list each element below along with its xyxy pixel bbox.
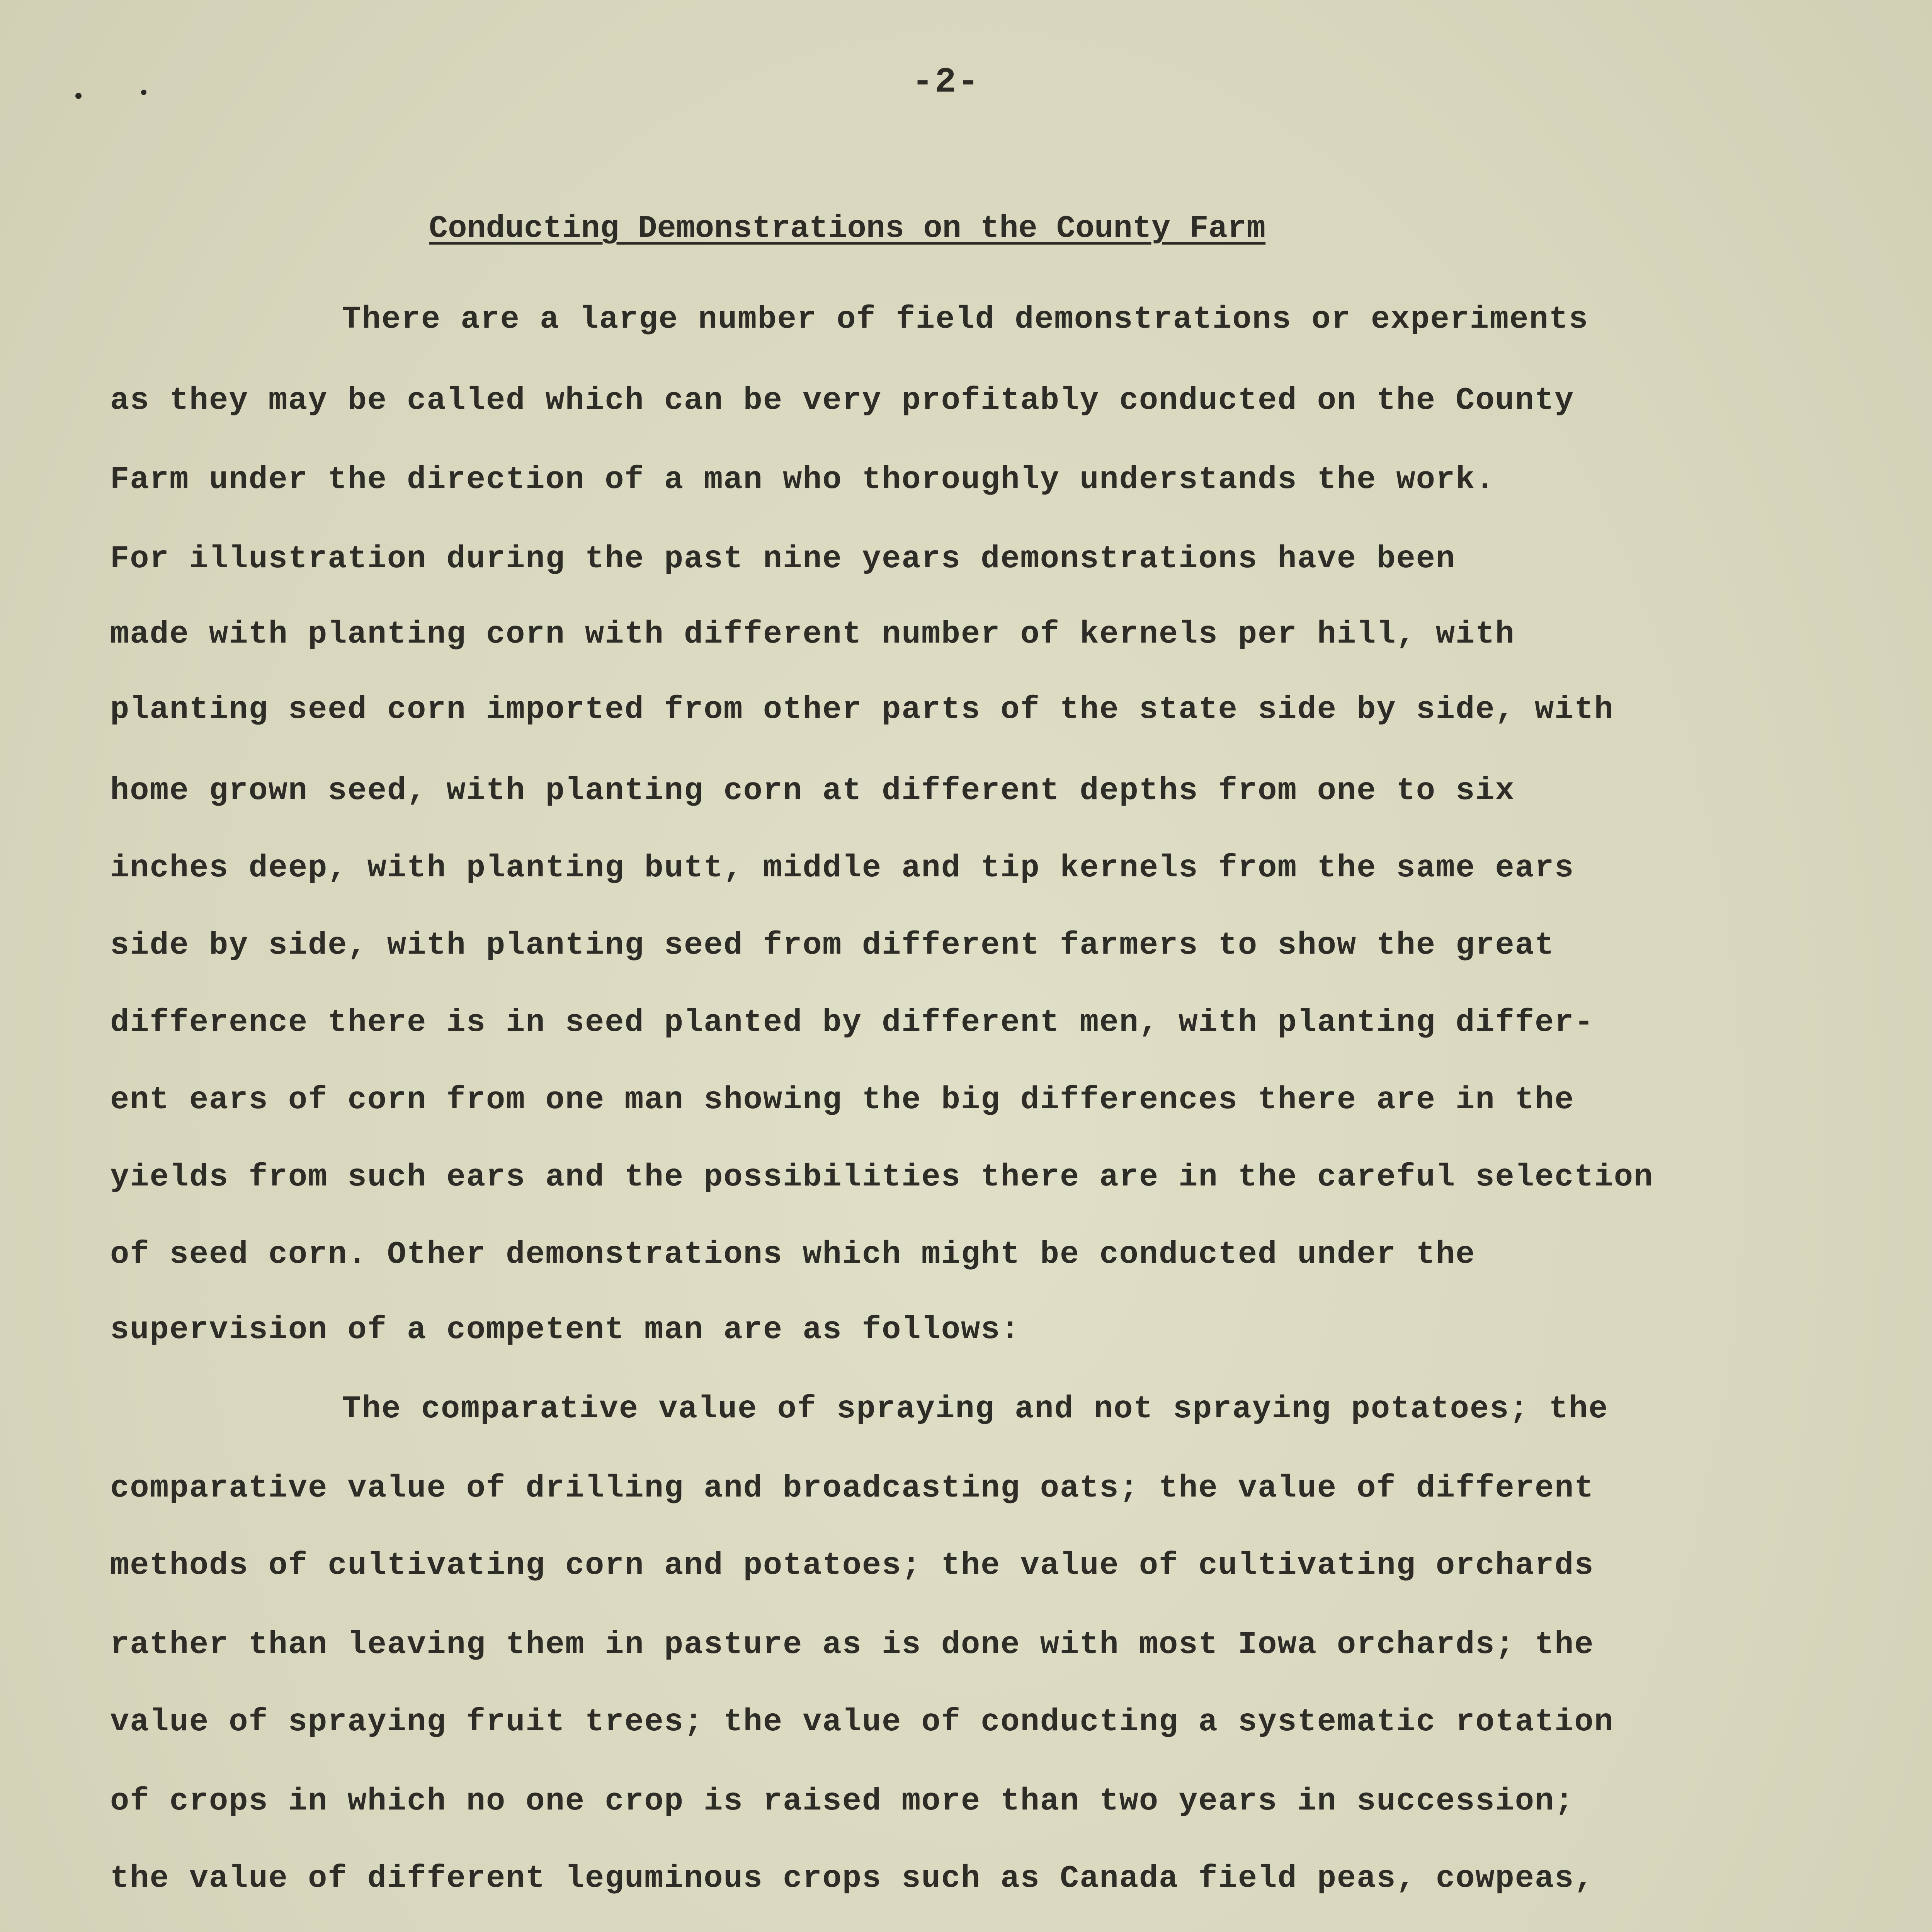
text-line: planting seed corn imported from other parts of the state side by side, with	[110, 692, 1614, 728]
text-line: The comparative value of spraying and not spraying potatoes; the	[342, 1391, 1609, 1427]
text-line: difference there is in seed planted by different men, with planting differ-	[110, 1005, 1594, 1041]
text-line: methods of cultivating corn and potatoes; the value of cultivating orchards	[110, 1548, 1594, 1583]
punch-mark-left	[75, 93, 82, 99]
page-number: -2-	[912, 62, 981, 102]
text-line: side by side, with planting seed from different farmers to show the great	[110, 927, 1555, 963]
text-line: yields from such ears and the possibilities there are in the careful selection	[110, 1159, 1654, 1195]
text-line: supervision of a competent man are as follows:	[110, 1312, 1020, 1348]
text-line: inches deep, with planting butt, middle and tip kernels from the same ears	[110, 850, 1575, 886]
text-line: home grown seed, with planting corn at different depths from one to six	[110, 773, 1515, 809]
text-line: comparative value of drilling and broadcasting oats; the value of different	[110, 1470, 1594, 1506]
text-line: the value of different leguminous crops such as Canada field peas, cowpeas,	[110, 1861, 1594, 1896]
text-line: of seed corn. Other demonstrations which might be conducted under the	[110, 1236, 1476, 1272]
text-line: of crops in which no one crop is raised more than two years in succession;	[110, 1783, 1575, 1819]
text-line: made with planting corn with different number of kernels per hill, with	[110, 616, 1515, 652]
text-line: rather than leaving them in pasture as is done with most Iowa orchards; the	[110, 1627, 1594, 1663]
text-line: There are a large number of field demonstrations or experiments	[342, 301, 1589, 337]
page-heading: Conducting Demonstrations on the County Farm	[429, 211, 1266, 247]
text-line: value of spraying fruit trees; the value of conducting a systematic rotation	[110, 1704, 1614, 1740]
text-line: ent ears of corn from one man showing the big differences there are in the	[110, 1082, 1575, 1118]
text-line: For illustration during the past nine years demonstrations have been	[110, 541, 1456, 577]
punch-mark-right	[141, 90, 146, 95]
text-line: Farm under the direction of a man who thoroughly understands the work.	[110, 462, 1495, 498]
text-line: as they may be called which can be very profitably conducted on the County	[110, 383, 1575, 418]
